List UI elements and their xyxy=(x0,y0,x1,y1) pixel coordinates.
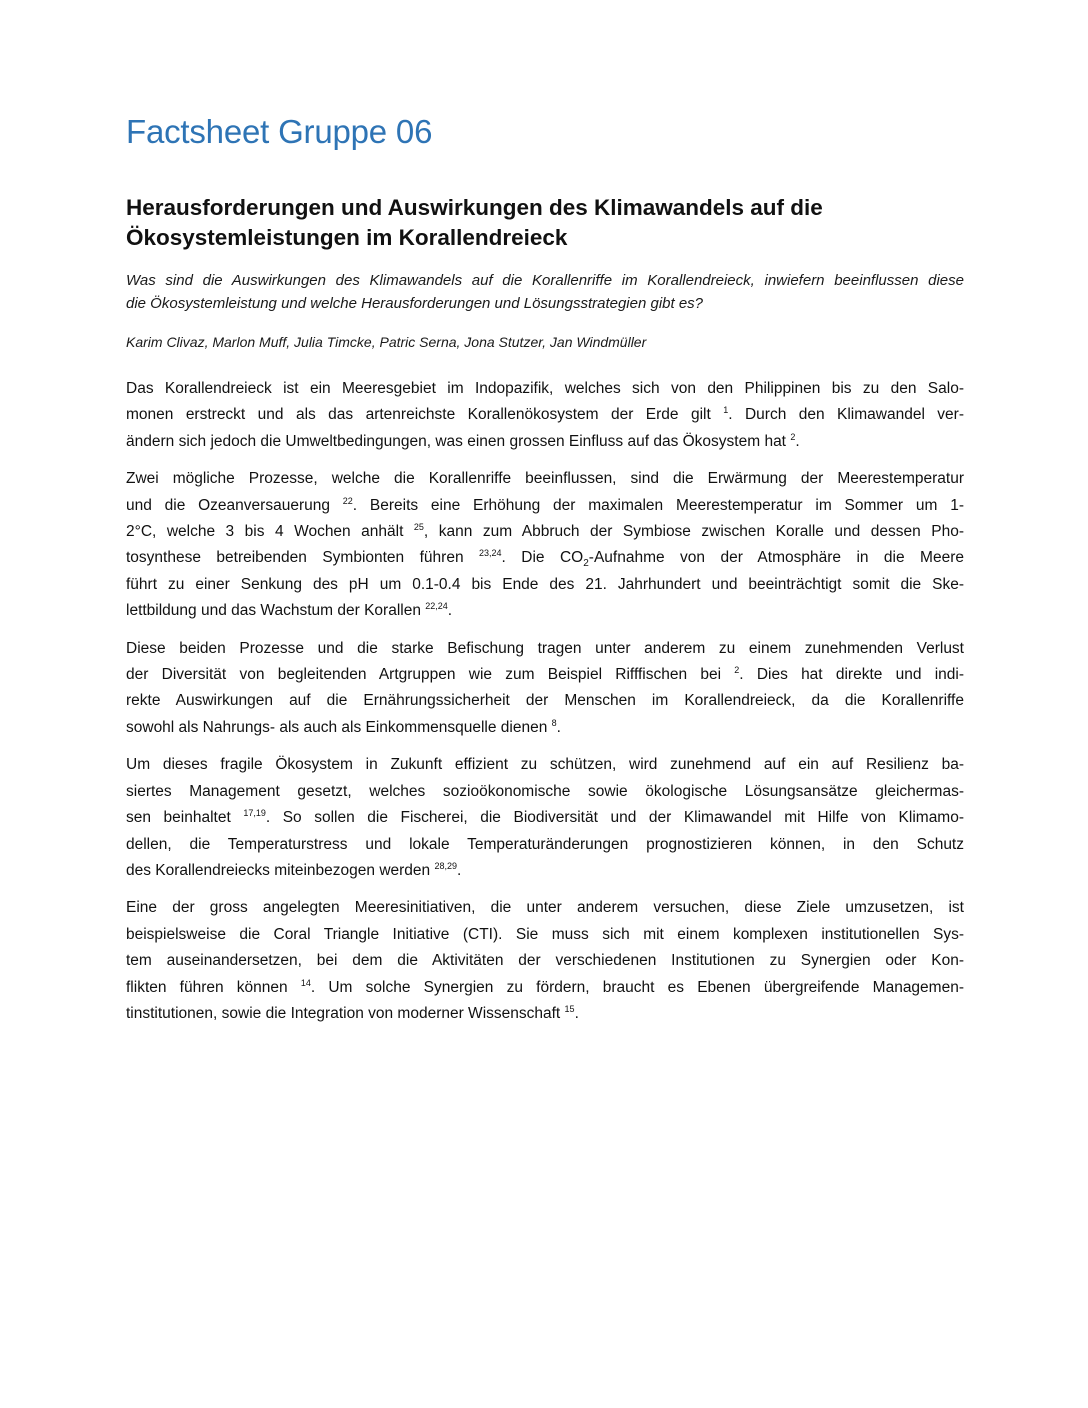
text-line: Zwei mögliche Prozesse, welche die Korallenriffe beeinflussen, sind die Erwärmung der Meerestemperatur xyxy=(126,470,964,488)
text-line: dellen, die Temperaturstress und lokale Temperaturänderungen prognostizieren können, in den Schutz xyxy=(126,835,964,853)
citation-ref: 23,24 xyxy=(479,548,502,559)
article-heading xyxy=(126,193,964,253)
text-line: Um dieses fragile Ökosystem in Zukunft effizient zu schützen, wird zunehmend auf ein auf Resilienz ba- xyxy=(126,756,964,774)
text-line: rekte Auswirkungen auf die Ernährungssicherheit der Menschen im Korallendreieck, da die Korallenriffe xyxy=(126,692,964,710)
citation-ref: 2 xyxy=(734,664,740,675)
heading-line: Herausforderungen und Auswirkungen des Klimawandels auf die xyxy=(126,195,823,220)
text-line: Eine der gross angelegten Meeresinitiativen, die unter anderem versuchen, diese Ziele umzusetzen, ist xyxy=(126,899,964,917)
text-line: tem auseinandersetzen, bei dem die Aktivitäten der verschiedenen Institutionen zu Synergien oder Kon- xyxy=(126,952,964,970)
citation-ref: 2 xyxy=(790,431,796,442)
author-list: Karim Clivaz, Marlon Muff, Julia Timcke, Patric Serna, Jona Stutzer, Jan Windmüller xyxy=(126,334,647,350)
subscript: 2 xyxy=(583,558,589,570)
text-line: der Diversität von begleitenden Artgruppen wie zum Beispiel Rifffischen bei $^2$. Dies hat direkte und indi- xyxy=(126,664,964,684)
paragraph-4 xyxy=(126,752,964,884)
citation-ref: 17,19 xyxy=(243,807,266,818)
text-line: ändern sich jedoch die Umweltbedingungen, was einen grossen Einfluss auf das Ökosystem hat $^2$. xyxy=(126,431,800,450)
research-question xyxy=(126,269,964,315)
text-line: führt zu einer Senkung des pH um 0.1-0.4 bis Ende des 21. Jahrhundert und beeinträchtigt somit die Ske- xyxy=(126,575,964,593)
text-line: Das Korallendreieck ist ein Meeresgebiet im Indopazifik, welches sich von den Philippinen bis zu den Salo- xyxy=(126,380,964,397)
citation-ref: 25 xyxy=(413,521,424,532)
body-text xyxy=(126,376,964,1027)
text-line: beispielsweise die Coral Triangle Initiative (CTI). Sie muss sich mit einem komplexen institutionellen Sys- xyxy=(126,925,964,943)
question-line: die Ökosystemleistung und welche Herausforderungen und Lösungsstrategien gibt es? xyxy=(126,295,704,312)
heading-line: Ökosystemleistungen im Korallendreieck xyxy=(126,225,568,250)
text-line: des Korallendreiecks miteinbezogen werden $^{28,29}$. xyxy=(126,860,462,879)
text-line: sowohl als Nahrungs- als auch als Einkommensquelle dienen $^8$. xyxy=(126,717,561,736)
text-line: sen beinhaltet $^{17,19}$. So sollen die Fischerei, die Biodiversität und der Klimawandel mit Hilfe von Klimamo- xyxy=(126,807,964,827)
text-line: und die Ozeanversauerung $^{22}$. Bereits eine Erhöhung der maximalen Meerestemperatur im Sommer um 1- xyxy=(126,495,964,514)
citation-ref: 22,24 xyxy=(425,601,448,612)
citation-ref: 22 xyxy=(342,495,353,506)
citation-ref: 28,29 xyxy=(434,860,457,871)
document-content xyxy=(126,108,964,1038)
text-line: flikten führen können $^{14}$. Um solche Synergien zu fördern, braucht es Ebenen übergreifende Managemen- xyxy=(126,977,964,996)
paragraph-3 xyxy=(126,636,964,742)
text-line: lettbildung und das Wachstum der Korallen $^{22,24}$. xyxy=(126,601,453,620)
text-line: 2°C, welche 3 bis 4 Wochen anhält $^{25}$, kann zum Abbruch der Symbiose zwischen Koralle und dessen Pho- xyxy=(126,521,964,541)
text-line: tinstitutionen, sowie die Integration von moderner Wissenschaft $^{15}$. xyxy=(126,1003,579,1022)
paragraph-5 xyxy=(126,895,964,1027)
citation-ref: 14 xyxy=(300,977,311,988)
document-title: Factsheet Gruppe 06 xyxy=(126,113,433,150)
question-line: Was sind die Auswirkungen des Klimawandels auf die Korallenriffe im Korallendreieck, inwiefern beeinflussen diese xyxy=(126,272,964,289)
text-line: siertes Management gesetzt, welches sozioökonomische sowie ökologische Lösungsansätze gleichermas- xyxy=(126,782,964,800)
text-line: tosynthese betreibenden Symbionten führen $^{23,24}$. Die $CO_2$-Aufnahme von der Atmosphäre in die Meere xyxy=(126,548,964,570)
paragraph-1 xyxy=(126,376,964,455)
text-line: monen erstreckt und als das artenreichste Korallenökosystem der Erde gilt $^1$. Durch den Klimawandel ver- xyxy=(126,405,964,424)
text-line: Diese beiden Prozesse und die starke Befischung tragen unter anderem zu einem zunehmenden Verlust xyxy=(126,639,964,657)
citation-ref: 1 xyxy=(723,405,729,416)
citation-ref: 8 xyxy=(551,717,557,728)
paragraph-2 xyxy=(126,466,964,624)
citation-ref: 15 xyxy=(564,1003,575,1014)
